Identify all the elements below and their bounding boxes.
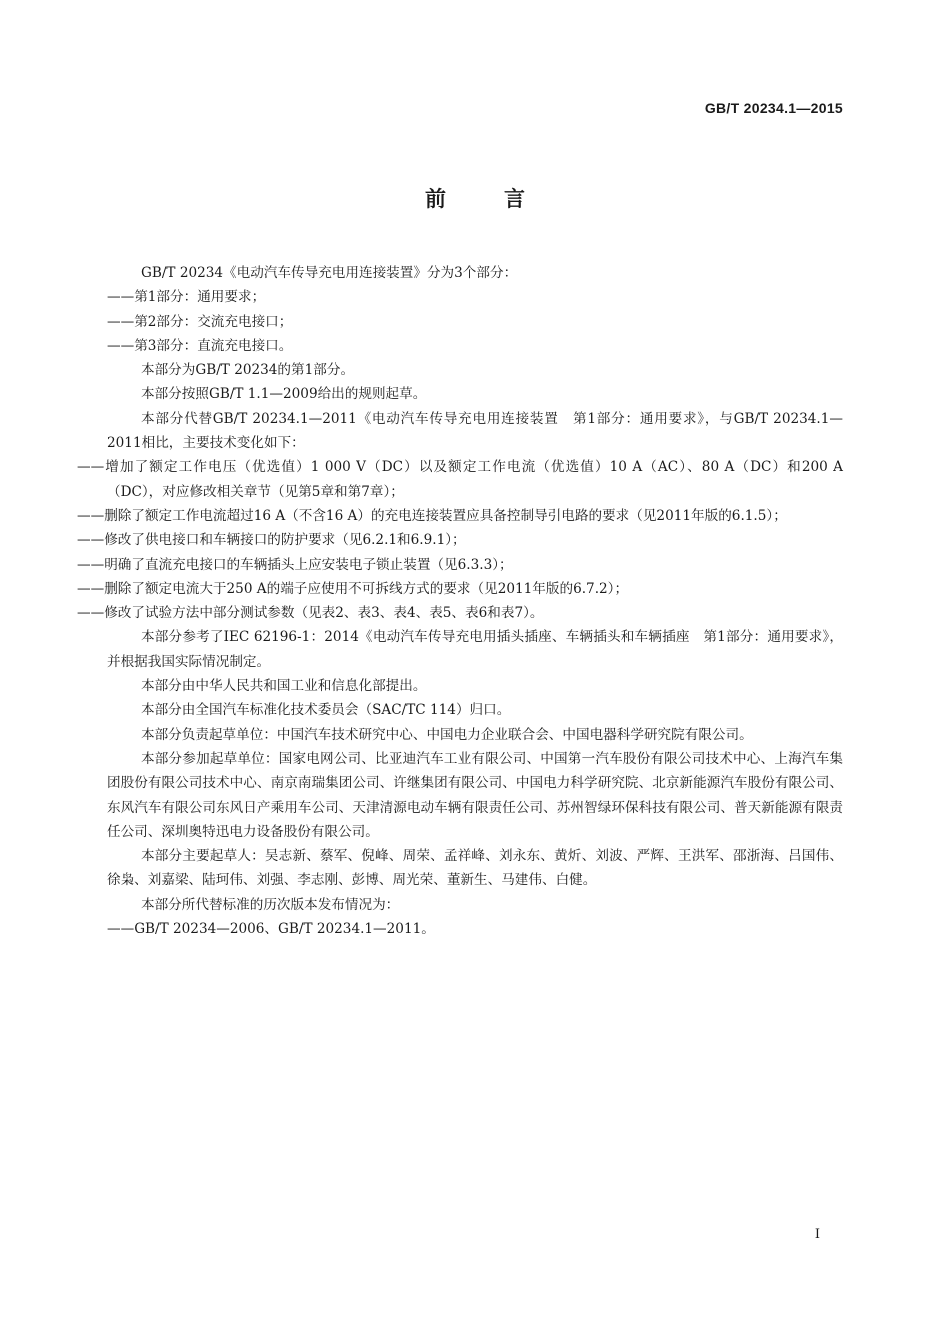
body-paragraph: 本部分为GB/T 20234的第1部分。: [141, 362, 355, 379]
change-list-item: ——增加了额定工作电压（优选值）1 000 V（DC）以及额定工作电流（优选值）10 A（AC）、80 A（DC）和200 A（DC），对应修改相关章节（见第5章和第7章）；: [77, 459, 843, 500]
drafting-unit-paragraph: 本部分负责起草单位：中国汽车技术研究中心、中国电力企业联合会、中国电器科学研究院有限公司。: [141, 726, 753, 743]
change-list-item: ——删除了额定工作电流超过16 A（不含16 A）的充电连接装置应具备控制导引电路的要求（见2011年版的6.1.5）；: [77, 507, 787, 524]
change-list-item: ——删除了额定电流大于250 A的端子应使用不可拆线方式的要求（见2011年版的6.7.2）；: [77, 580, 629, 597]
part-list-item: ——第2部分：交流充电接口；: [107, 313, 293, 330]
body-paragraph: 本部分按照GB/T 1.1—2009给出的规则起草。: [141, 386, 427, 403]
change-list-item: ——明确了直流充电接口的车辆插头上应安装电子锁止装置（见6.3.3）；: [77, 556, 513, 573]
history-intro-paragraph: 本部分所代替标准的历次版本发布情况为：: [141, 896, 400, 913]
foreword-body: [77, 261, 843, 941]
intro-paragraph: GB/T 20234《电动汽车传导充电用连接装置》分为3个部分：: [141, 265, 518, 281]
body-paragraph: 本部分由全国汽车标准化技术委员会（SAC/TC 114）归口。: [141, 702, 511, 719]
part-list-item: ——第3部分：直流充电接口。: [107, 337, 293, 354]
participating-units-paragraph: 本部分参加起草单位：国家电网公司、比亚迪汽车工业有限公司、中国第一汽车股份有限公司技术中心、上海汽车集团股份有限公司技术中心、南京南瑞集团公司、许继集团有限公司、中国电力科学研究院、北京新能源汽车股份有限公司、东风汽车有限公司东风日产乘用车公司、天津清源电动车辆有限责任公司、苏州智绿环保科技有限公司、普天新能源有限责任公司、深圳奥特迅电力设备股份有限公司。: [107, 750, 843, 840]
page-title: 前言: [425, 187, 583, 211]
body-paragraph: 本部分由中华人民共和国工业和信息化部提出。: [141, 678, 427, 695]
drafters-paragraph: 本部分主要起草人：吴志新、蔡军、倪峰、周荣、孟祥峰、刘永东、黄炘、刘波、严辉、王洪军、邵浙海、吕国伟、徐枭、刘嘉梁、陆珂伟、刘强、李志刚、彭博、周光荣、董新生、马建伟、白健。: [107, 848, 843, 889]
replacement-paragraph: 本部分代替GB/T 20234.1—2011《电动汽车传导充电用连接装置 第1部分：通用要求》，与GB/T 20234.1—2011相比，主要技术变化如下：: [107, 410, 843, 452]
change-list-item: ——修改了供电接口和车辆接口的防护要求（见6.2.1和6.9.1）；: [77, 532, 466, 549]
part-list-item: ——第1部分：通用要求；: [107, 289, 266, 306]
reference-paragraph: 本部分参考了IEC 62196-1：2014《电动汽车传导充电用插头插座、车辆插头和车辆插座 第1部分：通用要求》，并根据我国实际情况制定。: [107, 629, 843, 670]
change-list-item: ——修改了试验方法中部分测试参数（见表2、表3、表4、表5、表6和表7）。: [77, 605, 544, 622]
standard-number: GB/T 20234.1—2015: [704, 100, 843, 116]
history-list-item: ——GB/T 20234—2006、GB/T 20234.1—2011。: [107, 921, 435, 938]
page-number: I: [814, 1227, 820, 1242]
